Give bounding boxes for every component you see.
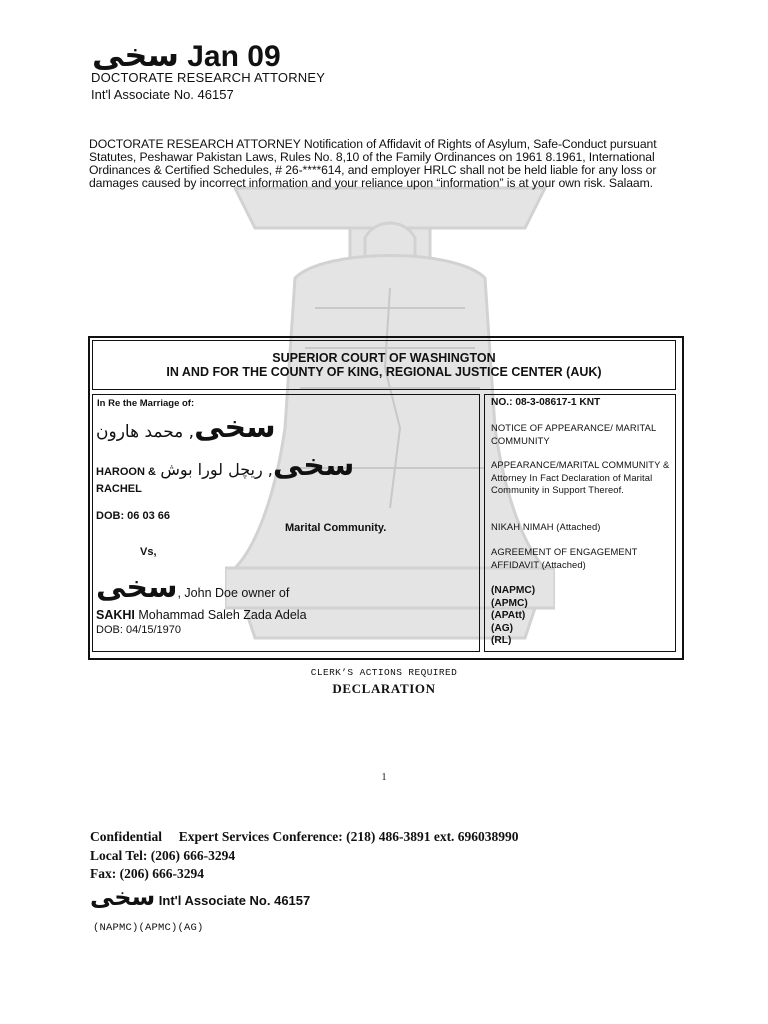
court-header [92, 340, 676, 390]
party2-logo: سخی [272, 448, 355, 483]
in-re-label: In Re the Marriage of: [97, 398, 195, 409]
party2-line [96, 448, 354, 483]
footer-associate: Int'l Associate No. 46157 [155, 893, 311, 908]
logo-text: سخی [92, 36, 179, 74]
party1-line [96, 410, 276, 445]
party2-prefix: HAROON & [96, 466, 156, 478]
footer-logo: سخی [90, 883, 156, 911]
footer-conference-line [90, 829, 519, 845]
notice-body: Notification of Affidavit of Rights of Asylum, Safe-Conduct pursuant Statutes, Peshawar Pakistan Laws, Rules No. 8,10 of the Family Ordinances on 1961 8.1961, International Ordinances & Certified Schedules, # 26-****614, and employer HRLC shall not be held liable for any loss or damages caused by incorrect information and your reliance upon “information” is at your own risk. Salaam. [89, 137, 657, 190]
party3-name-bold: SAKHI [96, 608, 135, 622]
party3-line [96, 570, 289, 605]
declaration-heading: DECLARATION [332, 681, 436, 696]
court-county: IN AND FOR THE COUNTY OF KING, REGIONAL JUSTICE CENTER (AUK) [166, 365, 602, 379]
case-item-agreement: AGREEMENT OF ENGAGEMENT AFFIDAVIT (Attached) [491, 546, 638, 570]
footer-codes: (NAPMC)(APMC)(AG) [93, 922, 204, 934]
marital-community-label: Marital Community. [285, 522, 387, 534]
footer-fax: Fax: (206) 666-3294 [90, 866, 204, 881]
case-item-notice: NOTICE OF APPEARANCE/ MARITAL COMMUNITY [491, 422, 656, 446]
case-number: NO.: 08-3-08617-1 KNT [491, 397, 601, 408]
case-item-appearance: APPEARANCE/MARITAL COMMUNITY & Attorney In Fact Declaration of Marital Community in Support Thereof. [491, 459, 670, 495]
code-apatt: (APAtt) [491, 610, 526, 621]
party3-logo: سخی [96, 570, 178, 605]
clerk-actions-label: CLERK’S ACTIONS REQUIRED [310, 667, 458, 678]
footer-conference: Expert Services Conference: (218) 486-3891 ext. 696038990 [178, 829, 519, 844]
header-subtitle: DOCTORATE RESEARCH ATTORNEY [91, 70, 326, 85]
footer-associate-line [90, 883, 310, 911]
header-associate: Int'l Associate No. 46157 [91, 87, 234, 102]
party2-name: RACHEL [96, 483, 142, 495]
header-date: Jan 09 [187, 40, 281, 73]
case-codes [491, 585, 535, 648]
code-apmc: (APMC) [491, 597, 528, 609]
header-title [92, 38, 281, 74]
notice-paragraph [89, 138, 669, 190]
page-number: 1 [381, 772, 387, 783]
code-ag: (AG) [491, 622, 514, 634]
code-napmc: (NAPMC) [491, 585, 536, 596]
party1-logo: سخی [194, 410, 276, 445]
dob-2: DOB: 04/15/1970 [96, 624, 182, 636]
notice-lead: DOCTORATE RESEARCH ATTORNEY [89, 137, 304, 151]
party3-name-rest: Mohammad Saleh Zada Adela [134, 608, 307, 622]
party2-urdu: , ریچل لورا بوش [160, 460, 273, 479]
footer-local-tel: Local Tel: (206) 666-3294 [90, 848, 236, 863]
dob-1: DOB: 06 03 66 [96, 510, 170, 522]
party3-text: , John Doe owner of [177, 586, 290, 600]
party1-urdu: , محمد هارون [96, 422, 195, 442]
party3-name [96, 608, 307, 622]
case-item-nikah: NIKAH NIMAH (Attached) [491, 521, 601, 532]
vs-label: Vs, [140, 546, 157, 558]
footer-confidential: Confidential [90, 829, 163, 844]
court-name: SUPERIOR COURT OF WASHINGTON [272, 351, 496, 365]
code-rl: (RL) [491, 635, 512, 646]
